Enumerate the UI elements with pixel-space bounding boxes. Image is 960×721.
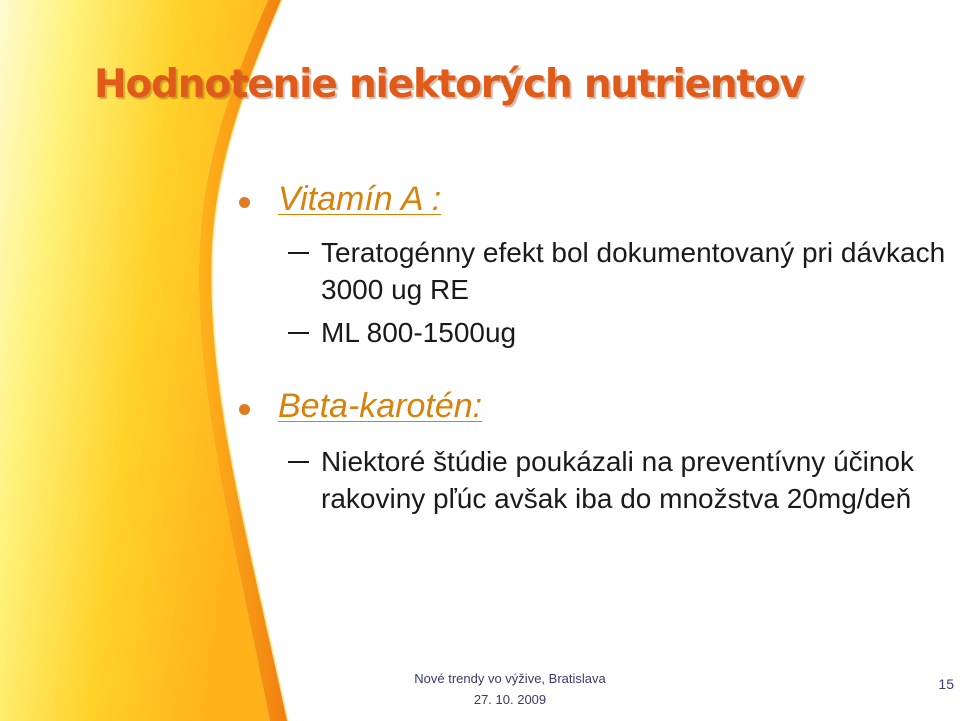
bullet-dot-icon (239, 197, 250, 208)
page-number: 15 (938, 676, 954, 692)
sub-item-text: ML 800-1500ug (321, 317, 517, 348)
sub-item-text: Niektoré štúdie poukázali na preventívny účinok rakoviny pľúc avšak iba do množstva 20mg/deň (321, 446, 915, 514)
footer (360, 668, 660, 710)
section-heading: Vitamín A : (278, 180, 442, 218)
footer-date: 27. 10. 2009 (473, 692, 547, 707)
bullet-dot-icon (239, 404, 250, 415)
slide-title: Hodnotenie niektorých nutrientov (94, 62, 804, 107)
section-beta-karoten (236, 387, 956, 517)
footer-event: Nové trendy vo výžive, Bratislava (414, 671, 606, 686)
sub-item (236, 314, 956, 351)
sub-item-text: Teratogénny efekt bol dokumentovaný pri dávkach 3000 ug RE (321, 237, 946, 305)
sub-item (236, 234, 956, 308)
section-heading: Beta-karotén: (278, 387, 483, 425)
dash-icon (288, 252, 309, 254)
dash-icon (288, 332, 309, 334)
dash-icon (288, 461, 309, 463)
section-vitamin-a (236, 180, 956, 351)
bullet-vitamin-a (236, 180, 956, 228)
sub-item (236, 443, 956, 517)
sub-list (236, 443, 956, 517)
sub-list (236, 234, 956, 351)
slide-body (236, 180, 956, 517)
bullet-beta-karoten (236, 387, 956, 435)
